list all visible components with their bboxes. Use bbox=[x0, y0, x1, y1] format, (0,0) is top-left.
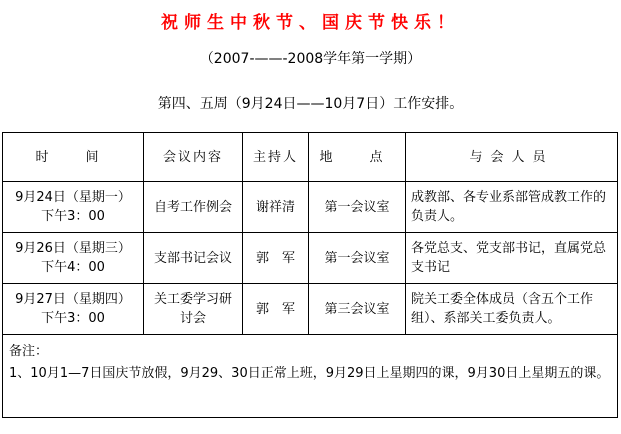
meeting-time: 下午3：00 bbox=[41, 311, 105, 326]
meeting-datetime bbox=[3, 284, 144, 335]
table-row bbox=[3, 233, 618, 284]
meeting-location: 第一会议室 bbox=[309, 182, 406, 233]
meeting-location: 第一会议室 bbox=[309, 233, 406, 284]
table-header-row bbox=[3, 133, 618, 182]
meeting-content: 支部书记会议 bbox=[144, 233, 243, 284]
header-host: 主持人 bbox=[243, 133, 309, 182]
meeting-date: 9月24日（星期一） bbox=[15, 190, 131, 205]
schedule-table bbox=[2, 132, 618, 418]
meeting-content: 自考工作例会 bbox=[144, 182, 243, 233]
meeting-datetime bbox=[3, 233, 144, 284]
schedule-title: 第四、五周（9月24日——10月7日）工作安排。 bbox=[157, 96, 464, 112]
meeting-location: 第三会议室 bbox=[309, 284, 406, 335]
header-location: 地 点 bbox=[309, 133, 406, 182]
meeting-host: 郭 军 bbox=[243, 233, 309, 284]
meeting-attendees: 各党总支、党支部书记，直属党总支书记 bbox=[406, 233, 618, 284]
header-content: 会议内容 bbox=[144, 133, 243, 182]
meeting-host: 郭 军 bbox=[243, 284, 309, 335]
page-headline: 祝师生中秋节、国庆节快乐！ bbox=[161, 13, 460, 33]
meeting-content: 关工委学习研讨会 bbox=[144, 284, 243, 335]
meeting-attendees: 成教部、各专业系部管成教工作的负责人。 bbox=[406, 182, 618, 233]
notes-text: 1、10月1—7日国庆节放假，9月29、30日正常上班，9月29日上星期四的课，9月30日上星期五的课。 bbox=[9, 366, 610, 381]
meeting-time: 下午4：00 bbox=[41, 260, 105, 275]
meeting-host: 谢祥清 bbox=[243, 182, 309, 233]
meeting-attendees: 院关工委全体成员（含五个工作组）、系部关工委负责人。 bbox=[406, 284, 618, 335]
header-attendees: 与会人员 bbox=[406, 133, 618, 182]
meeting-date: 9月27日（星期四） bbox=[15, 292, 131, 307]
header-time: 时 间 bbox=[3, 133, 144, 182]
meeting-datetime bbox=[3, 182, 144, 233]
notes-title: 备注： bbox=[9, 344, 49, 359]
notes-row bbox=[3, 335, 618, 418]
notes-cell bbox=[3, 335, 618, 418]
table-row bbox=[3, 284, 618, 335]
meeting-time: 下午3：00 bbox=[41, 209, 105, 224]
table-row bbox=[3, 182, 618, 233]
meeting-date: 9月26日（星期三） bbox=[15, 241, 131, 256]
semester-label: （2007-——-2008学年第一学期） bbox=[199, 51, 422, 67]
